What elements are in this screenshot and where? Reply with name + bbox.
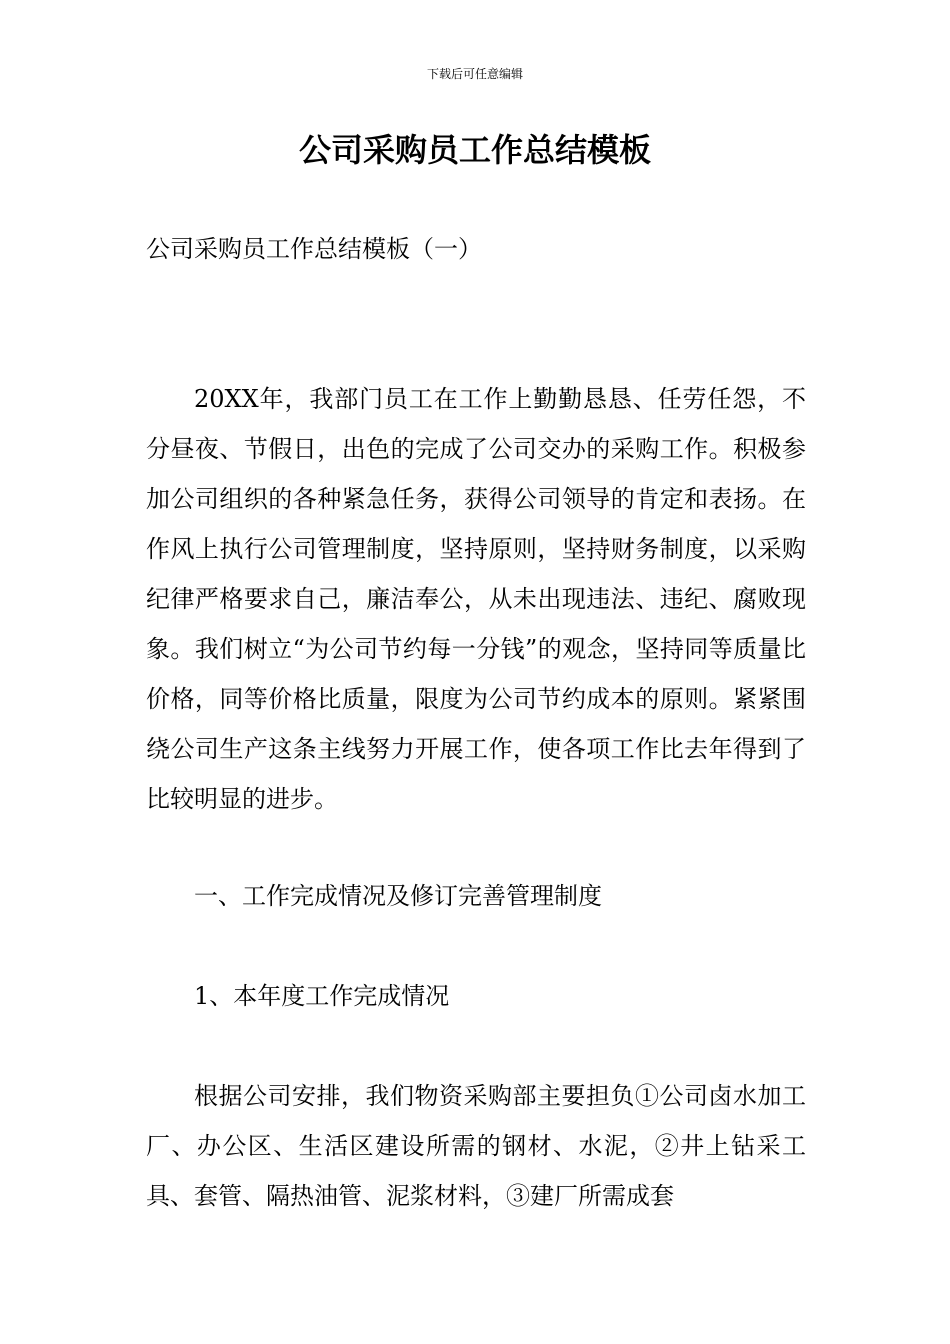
- intro-paragraph: 20XX年，我部门员工在工作上勤勤恳恳、任劳任怨，不分昼夜、节假日，出色的完成了公司交办的采购工作。积极参加公司组织的各种紧急任务，获得公司领导的肯定和表扬。在作风上执行公司管理制度，坚持原则，坚持财务制度，以采购纪律严格要求自己，廉洁奉公，从未出现违法、违纪、腐败现象。我们树立“为公司节约每一分钱”的观念，坚持同等质量比价格，同等价格比质量，限度为公司节约成本的原则。紧紧围绕公司生产这条主线努力开展工作，使各项工作比去年得到了比较明显的进步。: [146, 385, 806, 813]
- document-subtitle: 公司采购员工作总结模板（一）: [146, 235, 482, 263]
- section-heading: 一、工作完成情况及修订完善管理制度: [194, 882, 602, 910]
- subsection-heading: 1、本年度工作完成情况: [194, 982, 450, 1010]
- subsection-paragraph: 根据公司安排，我们物资采购部主要担负①公司卤水加工厂、办公区、生活区建设所需的钢材、水泥，②井上钻采工具、套管、隔热油管、泥浆材料，③建厂所需成套: [146, 1082, 806, 1210]
- document-title: 公司采购员工作总结模板: [298, 131, 651, 169]
- header-note: 下载后可任意编辑: [426, 67, 523, 81]
